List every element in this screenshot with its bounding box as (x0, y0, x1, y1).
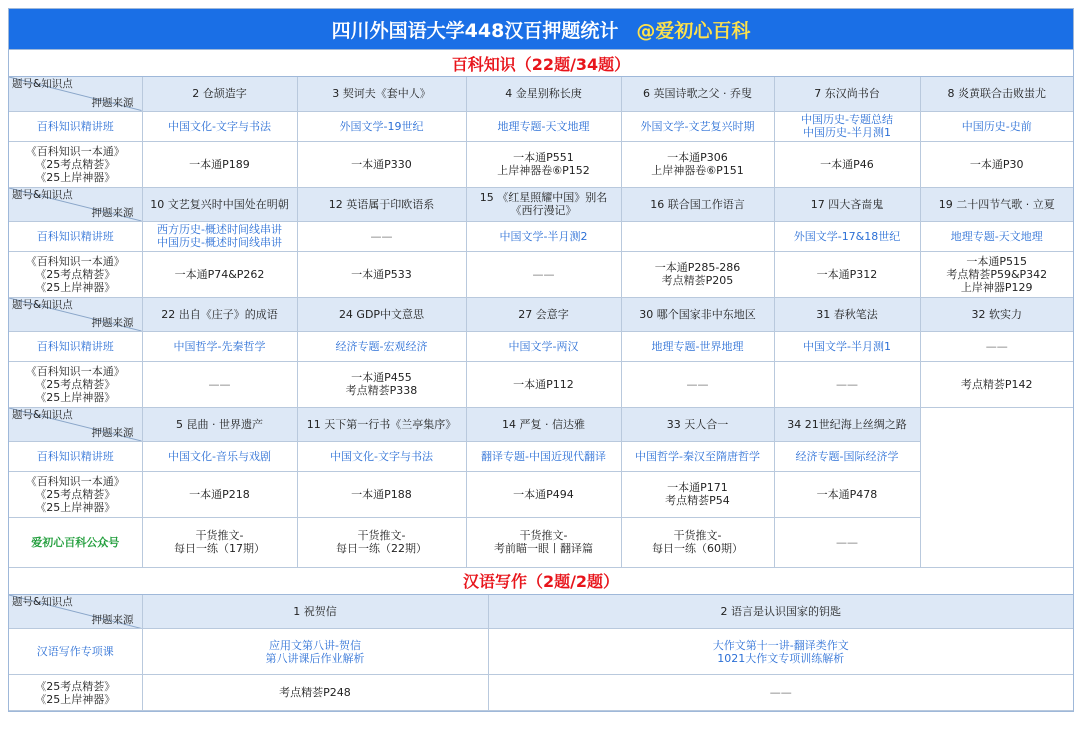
book-ref-cell (466, 141, 621, 187)
course-cell (774, 221, 920, 251)
corner-cell (9, 595, 142, 629)
cell-line: 一本通P455 (351, 371, 412, 384)
topic-row (9, 297, 1073, 331)
book-ref-cell (142, 361, 297, 407)
cell-line: 《25上岸神器》 (35, 280, 116, 294)
corner-bottom-label: 押题来源 (91, 614, 134, 626)
course-cell (142, 629, 488, 675)
corner-cell (9, 187, 142, 221)
gzh-cell (297, 517, 466, 567)
topic-cell: 5 昆曲 · 世界遗产 (142, 407, 297, 441)
course-cell (142, 111, 297, 141)
book-ref-cell (774, 361, 920, 407)
cell-line: 考点精荟P205 (661, 274, 734, 287)
cell-line: 上岸神器P129 (960, 280, 1033, 294)
cell-line: 经济专题-宏观经济 (335, 339, 428, 353)
cell-line: 中国文学-半月测2 (499, 229, 588, 243)
cell-line: 外国文学-19世纪 (339, 119, 424, 133)
cell-line: 《25考点精荟》 (35, 487, 116, 501)
cell-line: 考点精荟P54 (665, 494, 730, 507)
cell-line: 考点精荟P142 (960, 377, 1033, 391)
cell-line: 应用文第八讲-贺信 (269, 638, 361, 652)
topic-row (9, 77, 1073, 111)
cell-line: 中国哲学-秦汉至隋唐哲学 (635, 449, 760, 463)
book-ref-cell (297, 471, 466, 517)
cell-line: —— (836, 535, 858, 549)
topic-cell: 4 金星别称长庚 (466, 77, 621, 111)
cell-line: 一本通P30 (969, 157, 1024, 171)
corner-bottom-label: 押题来源 (91, 96, 134, 109)
gzh-cell (142, 517, 297, 567)
stats-sheet (8, 8, 1074, 712)
course-cell (466, 441, 621, 471)
cell-line: 一本通P306 (667, 151, 728, 164)
book-ref-cell (621, 471, 774, 517)
course-cell (774, 441, 920, 471)
row-label-course: 百科知识精讲班 (9, 441, 142, 471)
course-row (9, 221, 1073, 251)
cell-line: 中国文化-文字与书法 (168, 119, 271, 133)
cell-line: 1021大作文专项训练解析 (717, 651, 845, 665)
section-title-baike: 百科知识（22题/34题） (9, 50, 1073, 77)
cell-line: 一本通P112 (513, 377, 574, 391)
course-row (9, 331, 1073, 361)
course-cell (466, 221, 621, 251)
topic-cell: 10 文艺复兴时中国处在明朝 (142, 187, 297, 221)
cell-line: 一本通P515 (966, 254, 1028, 268)
row-label-hanyu-course: 汉语写作专项课 (9, 629, 142, 675)
banner-title: 四川外国语大学448汉百押题统计 (331, 19, 619, 42)
gzh-cell (621, 517, 774, 567)
cell-line: 《25考点精荟》 (35, 267, 116, 281)
cell-line: 每日一练（22期） (336, 542, 427, 555)
book-ref-cell (466, 251, 621, 297)
book-ref-cell (774, 471, 920, 517)
row-label-gzh: 爱初心百科公众号 (9, 517, 142, 567)
row-label-books (9, 361, 142, 407)
corner-top-label: 题号&知识点 (12, 408, 73, 421)
cell-line: 一本通P74&P262 (174, 267, 265, 281)
topic-cell: 8 炎黄联合击败蚩尤 (920, 77, 1073, 111)
cell-line: —— (370, 229, 393, 243)
topic-row (9, 187, 1073, 221)
topic-cell: 31 春秋笔法 (774, 297, 920, 331)
topic-cell: 16 联合国工作语言 (621, 187, 774, 221)
course-cell (621, 221, 774, 251)
corner-top-label: 题号&知识点 (12, 298, 73, 311)
topic-cell: 32 软实力 (920, 297, 1073, 331)
corner-bottom-label: 押题来源 (91, 426, 134, 439)
topic-cell: 17 四大吝啬鬼 (774, 187, 920, 221)
cell-line: 中国历史-概述时间线串讲 (157, 236, 282, 249)
cell-line: 一本通P285-286 (654, 261, 741, 274)
empty-cell (920, 407, 1073, 567)
cell-line: 中国文化-音乐与戏剧 (168, 449, 271, 463)
corner-cell (9, 407, 142, 441)
topic-cell: 12 英语属于印欧语系 (297, 187, 466, 221)
topic-cell: 11 天下第一行书《兰亭集序》 (297, 407, 466, 441)
cell-line: —— (769, 686, 792, 699)
cell-line: 每日一练（60期） (652, 542, 743, 555)
cell-line: 中国历史-半月测1 (803, 126, 891, 139)
cell-line: —— (985, 339, 1008, 353)
cell-line: 一本通P218 (189, 487, 250, 501)
cell-line: 地理专题-天文地理 (497, 119, 590, 133)
row-label-course: 百科知识精讲班 (9, 111, 142, 141)
course-cell (297, 221, 466, 251)
book-ref-cell (920, 141, 1073, 187)
hanyu-books-row (9, 675, 1073, 711)
course-cell (920, 221, 1073, 251)
cell-line: 干货推文- (673, 529, 722, 542)
hanyu-course-row (9, 629, 1073, 675)
cell-line: 一本通P312 (816, 267, 878, 281)
cell-line: 一本通P494 (513, 487, 574, 501)
cell-line: 一本通P478 (816, 487, 878, 501)
course-cell (466, 331, 621, 361)
cell-line: 《25上岸神器》 (35, 692, 116, 706)
corner-bottom-label: 押题来源 (91, 206, 134, 219)
cell-line: 一本通P330 (351, 157, 412, 171)
cell-line: 大作文第十一讲-翻译类作文 (712, 638, 849, 652)
cell-line: 考前瞄一眼丨翻译篇 (494, 542, 593, 555)
cell-line: —— (686, 377, 709, 391)
corner-bottom-label: 押题来源 (91, 316, 134, 329)
cell-line: 一本通P188 (351, 487, 412, 501)
cell-line: —— (836, 377, 858, 391)
topic-cell: 3 契诃夫《套中人》 (297, 77, 466, 111)
row-label-books (9, 141, 142, 187)
cell-line: 《25上岸神器》 (35, 390, 116, 404)
topic-cell: 30 哪个国家非中东地区 (621, 297, 774, 331)
corner-top-label: 题号&知识点 (12, 78, 73, 90)
books-row (9, 471, 1073, 517)
topic-cell: 27 会意字 (466, 297, 621, 331)
books-row (9, 141, 1073, 187)
book-ref-cell (297, 141, 466, 187)
cell-line: 《25考点精荟》 (35, 377, 116, 391)
cell-line: 中国文学-两汉 (508, 339, 579, 353)
course-cell (142, 331, 297, 361)
course-cell (297, 111, 466, 141)
cell-line: 地理专题-世界地理 (651, 339, 744, 353)
course-cell (297, 441, 466, 471)
cell-line: 上岸神器卷⑥P151 (651, 164, 744, 177)
hanyu-table (9, 595, 1073, 712)
hanyu-topic-row (9, 595, 1073, 629)
cell-line: 中国历史-史前 (961, 119, 1032, 133)
course-cell (142, 221, 297, 251)
topic-cell: 6 英国诗歌之父 · 乔叟 (621, 77, 774, 111)
cell-line: 《25上岸神器》 (35, 170, 116, 184)
cell-line: 上岸神器卷⑥P152 (497, 164, 590, 177)
course-cell (142, 441, 297, 471)
cell-line: 中国文化-文字与书法 (330, 449, 433, 463)
cell-line: 《百科知识一本通》 (25, 144, 125, 158)
topic-cell: 22 出自《庄子》的成语 (142, 297, 297, 331)
cell-line: 考点精荟P59&P342 (946, 267, 1048, 281)
course-cell (621, 441, 774, 471)
row-label-course: 百科知识精讲班 (9, 221, 142, 251)
topic-cell: 1 祝贺信 (142, 595, 488, 629)
cell-line: 一本通P551 (513, 151, 574, 164)
books-row (9, 361, 1073, 407)
cell-line: 翻译专题-中国近现代翻译 (481, 449, 606, 463)
cell-line: 中国历史-专题总结 (801, 113, 893, 126)
corner-cell (9, 77, 142, 111)
cell-line: 地理专题-天文地理 (950, 229, 1043, 243)
cell-line: 经济专题-国际经济学 (795, 449, 899, 463)
topic-cell: 15 《红星照耀中国》别名 《西行漫记》 (466, 187, 621, 221)
cell-line: 外国文学-文艺复兴时期 (640, 119, 755, 133)
baike-table (9, 77, 1073, 568)
row-label-hanyu-books (9, 675, 142, 711)
course-cell (466, 111, 621, 141)
book-ref-cell (774, 251, 920, 297)
course-cell (920, 331, 1073, 361)
book-ref-cell (297, 251, 466, 297)
course-row (9, 441, 1073, 471)
book-ref-cell (920, 251, 1073, 297)
cell-line: 考点精荟P248 (279, 686, 351, 699)
course-cell (920, 111, 1073, 141)
cell-line: 《25考点精荟》 (35, 679, 116, 693)
cell-line: 考点精荟P338 (345, 384, 418, 397)
book-ref-cell (621, 361, 774, 407)
course-cell (621, 111, 774, 141)
topic-cell: 33 天人合一 (621, 407, 774, 441)
cell-line: 中国哲学-先秦哲学 (173, 339, 266, 353)
cell-line: 一本通P171 (667, 481, 728, 494)
cell-line: 干货推文- (357, 529, 406, 542)
book-ref-cell (466, 471, 621, 517)
cell-line: 《百科知识一本通》 (25, 254, 125, 268)
topic-cell: 24 GDP中文意思 (297, 297, 466, 331)
book-ref-cell (142, 471, 297, 517)
gzh-cell (466, 517, 621, 567)
cell-line: 第八讲课后作业解析 (265, 651, 365, 665)
cell-line: 一本通P533 (351, 267, 412, 281)
book-ref-cell (774, 141, 920, 187)
book-ref-cell (488, 675, 1073, 711)
cell-line: 《百科知识一本通》 (25, 364, 125, 378)
row-label-course: 百科知识精讲班 (9, 331, 142, 361)
section-title-hanyu: 汉语写作（2题/2题） (9, 568, 1073, 595)
banner (9, 9, 1073, 50)
gzh-cell (774, 517, 920, 567)
row-label-books (9, 471, 142, 517)
cell-line: —— (208, 377, 231, 391)
cell-line: 一本通P46 (820, 157, 874, 171)
book-ref-cell (621, 141, 774, 187)
corner-cell (9, 297, 142, 331)
book-ref-cell (621, 251, 774, 297)
cell-line: 《百科知识一本通》 (25, 474, 125, 488)
book-ref-cell (142, 251, 297, 297)
topic-cell: 7 东汉尚书台 (774, 77, 920, 111)
cell-line: 干货推文- (519, 529, 568, 542)
topic-cell: 19 二十四节气歌 · 立夏 (920, 187, 1073, 221)
cell-line: 一本通P189 (189, 157, 250, 171)
book-ref-cell (920, 361, 1073, 407)
course-row (9, 111, 1073, 141)
books-row (9, 251, 1073, 297)
book-ref-cell (466, 361, 621, 407)
cell-line: 中国文学-半月测1 (803, 339, 891, 353)
topic-row (9, 407, 1073, 441)
cell-line: 《25考点精荟》 (35, 157, 116, 171)
corner-top-label: 题号&知识点 (12, 595, 73, 608)
cell-line: 外国文学-17&18世纪 (793, 229, 901, 243)
corner-top-label: 题号&知识点 (12, 188, 73, 201)
course-cell (297, 331, 466, 361)
course-cell (774, 331, 920, 361)
row-label-books (9, 251, 142, 297)
topic-cell: 2 语言是认识国家的钥匙 (488, 595, 1073, 629)
gzh-row (9, 517, 1073, 567)
topic-cell: 2 仓颉造字 (142, 77, 297, 111)
cell-line: 《25上岸神器》 (35, 500, 116, 514)
cell-line: —— (532, 267, 555, 281)
book-ref-cell (142, 675, 488, 711)
cell-line: 每日一练（17期） (174, 542, 265, 555)
book-ref-cell (142, 141, 297, 187)
course-cell (621, 331, 774, 361)
topic-cell: 14 严复 · 信达雅 (466, 407, 621, 441)
topic-cell: 34 21世纪海上丝绸之路 (774, 407, 920, 441)
cell-line: 西方历史-概述时间线串讲 (157, 223, 282, 236)
banner-handle: @爱初心百科 (636, 19, 751, 42)
course-cell (488, 629, 1073, 675)
book-ref-cell (297, 361, 466, 407)
course-cell (774, 111, 920, 141)
cell-line: 干货推文- (195, 529, 244, 542)
